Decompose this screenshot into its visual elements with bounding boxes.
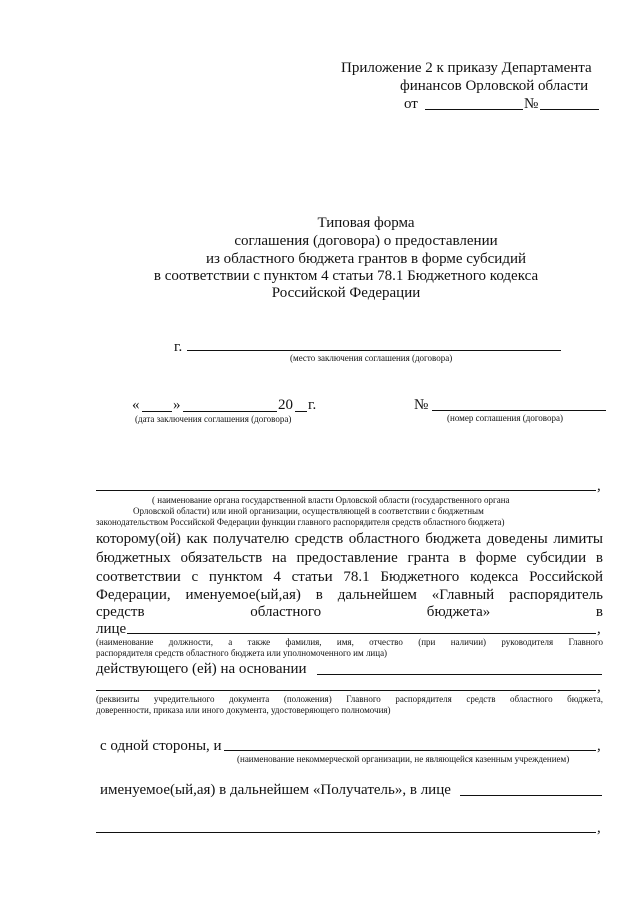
basis-comma: , — [597, 679, 601, 695]
agreement-number-line — [432, 410, 606, 411]
place-prefix: г. — [174, 339, 183, 355]
basis-line-1 — [317, 674, 602, 675]
title-line-5: Российской Федерации — [271, 285, 421, 301]
header-line-1: Приложение 2 к приказу Департамента — [341, 60, 592, 76]
date-close-quote: » — [173, 397, 181, 413]
official-caption-line-2: распорядителя средств областного бюджета или уполномоченного им лица) — [96, 648, 388, 658]
official-comma: , — [597, 621, 601, 637]
header-number-sign: № — [524, 96, 539, 112]
party-caption: (наименование некоммерческой организации, не являющейся казенным учреждением) — [237, 754, 570, 764]
authority-caption-line-1: ( наименование органа государственной власти Орловской области (государственного органа — [152, 495, 510, 505]
recipient-line-1 — [460, 795, 602, 796]
date-caption: (дата заключения соглашения (договора) — [135, 414, 292, 424]
authority-line — [96, 490, 596, 491]
title-line-3: из областного бюджета грантов в форме субсидий — [205, 251, 527, 267]
authority-comma: , — [597, 478, 601, 494]
date-year-line — [295, 411, 307, 412]
party-line — [224, 750, 596, 751]
basis-line-2 — [96, 690, 596, 691]
header-line-2: финансов Орловской области — [400, 78, 589, 94]
title-line-4: в соответствии с пунктом 4 статьи 78.1 Бюджетного кодекса — [153, 268, 539, 284]
header-date-line — [425, 109, 523, 110]
body-line-2: бюджетных обязательств на предоставление гранта в форме субсидии в — [96, 550, 603, 566]
header-from-label: от — [404, 96, 418, 112]
place-caption: (место заключения соглашения (договора) — [290, 353, 453, 363]
authority-caption-line-2: Орловской области) или иной организации, осуществляющей в соответствии с бюджетным — [133, 506, 484, 516]
agreement-number-sign: № — [414, 397, 429, 413]
header-number-line — [540, 109, 599, 110]
title-line-2: соглашения (договора) о предоставлении — [234, 233, 498, 249]
basis-caption-line-1: (реквизиты учредительного документа (положения) Главного распорядителя средств областного бюджета, — [96, 694, 603, 704]
date-year-suffix: г. — [308, 397, 317, 413]
body-line-5: средств областного бюджета» в — [96, 604, 603, 620]
official-caption-line-1: (наименование должности, а также фамилия, имя, отчество (при наличии) руководителя Главного — [96, 637, 603, 647]
party-text: с одной стороны, и — [100, 738, 222, 754]
recipient-comma: , — [597, 820, 601, 836]
basis-caption-line-2: доверенности, приказа или иного документа, удостоверяющего полномочия) — [96, 705, 391, 715]
body-line-6-word: лице — [96, 621, 127, 637]
body-line-3: соответствии с пунктом 4 статьи 78.1 Бюджетного кодекса Российской — [96, 569, 603, 585]
agreement-number-caption: (номер соглашения (договора) — [447, 413, 563, 423]
recipient-line-2 — [96, 832, 596, 833]
date-open-quote: « — [132, 397, 140, 413]
body-line-4: Федерации, именуемое(ый,ая) в дальнейшем «Главный распорядитель — [96, 587, 603, 603]
place-line — [187, 350, 561, 351]
body-line-1: которому(ой) как получателю средств областного бюджета доведены лимиты — [96, 531, 603, 547]
date-year: 20 — [278, 397, 293, 413]
recipient-text: именуемое(ый,ая) в дальнейшем «Получатель», в лице — [100, 782, 451, 798]
party-comma: , — [597, 738, 601, 754]
title-line-1: Типовая форма — [317, 215, 415, 231]
authority-caption-line-3: законодательством Российской Федерации функции главного распорядителя средств областного бюджета) — [96, 517, 505, 527]
date-day-line — [142, 411, 172, 412]
official-line — [127, 633, 596, 634]
basis-text: действующего (ей) на основании — [96, 661, 307, 677]
date-month-line — [183, 411, 277, 412]
